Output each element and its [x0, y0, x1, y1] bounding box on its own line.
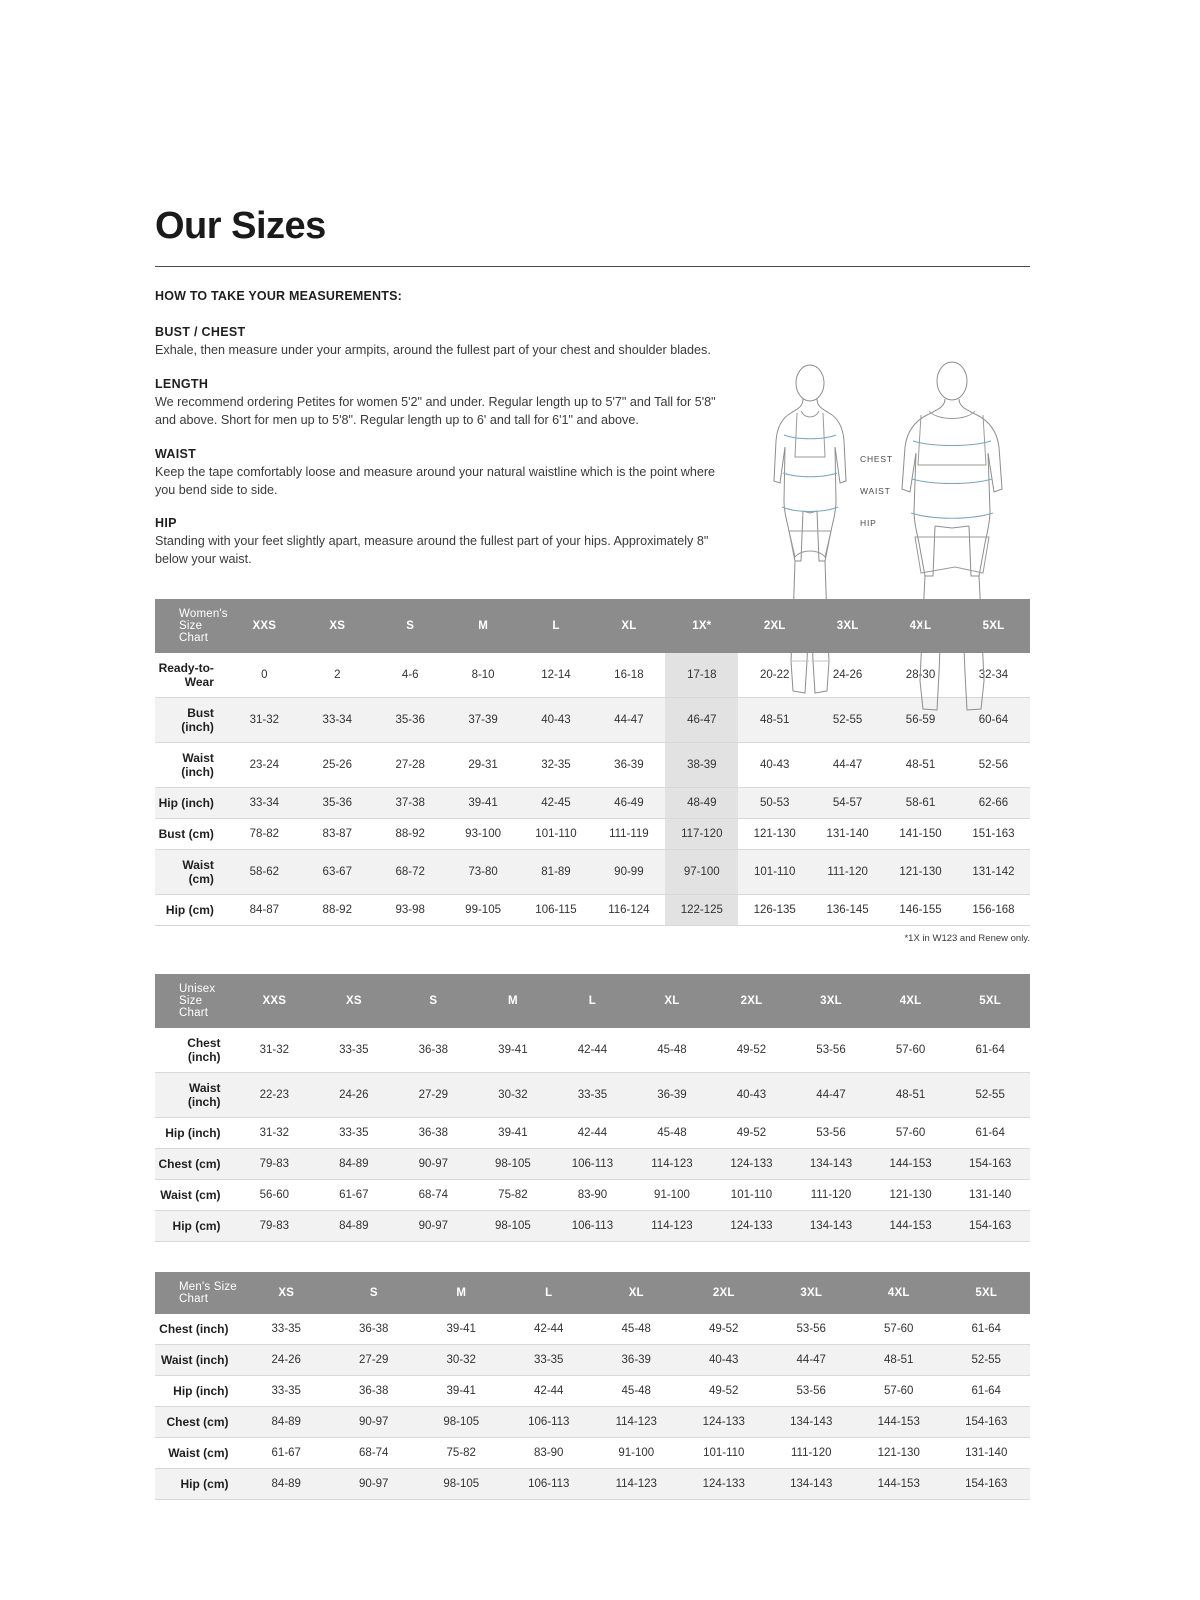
column-header: XS: [243, 1272, 331, 1314]
cell: 52-55: [943, 1345, 1031, 1376]
column-header: 2XL: [680, 1272, 768, 1314]
cell: 101-110: [712, 1180, 792, 1211]
table-title-cell: Women's Size Chart: [155, 599, 228, 653]
male-figure-illustration: [902, 362, 1002, 710]
column-header: S: [394, 974, 474, 1028]
cell: 83-87: [301, 819, 374, 850]
page-content: [155, 205, 1030, 1500]
row-label: Hip (cm): [155, 895, 228, 926]
cell: 90-97: [394, 1149, 474, 1180]
cell: 44-47: [592, 698, 665, 743]
cell: 91-100: [632, 1180, 712, 1211]
cell: 27-29: [330, 1345, 418, 1376]
page-title: Our Sizes: [155, 205, 326, 247]
cell: 42-44: [505, 1314, 593, 1345]
table-row: [155, 1438, 1030, 1469]
column-header: L: [520, 599, 593, 653]
section-body: We recommend ordering Petites for women 5'2" and under. Regular length up to 5'7" and Tall for 5'8" and above. Short for men up to 5'8". Regular length up to 6' and tall for 6'1" and above.: [155, 394, 716, 427]
cell: 42-44: [505, 1376, 593, 1407]
cell: 33-35: [314, 1118, 394, 1149]
table-row: [155, 1180, 1030, 1211]
cell: 131-140: [943, 1438, 1031, 1469]
cell: 79-83: [235, 1149, 315, 1180]
cell: 84-89: [314, 1211, 394, 1242]
title-divider: [155, 266, 1030, 267]
row-label: Waist (inch): [155, 743, 228, 788]
cell: 101-110: [520, 819, 593, 850]
cell: 61-64: [950, 1118, 1030, 1149]
cell: 58-62: [228, 850, 301, 895]
table-row: [155, 1149, 1030, 1180]
row-label: Hip (inch): [155, 1118, 235, 1149]
cell: 90-99: [592, 850, 665, 895]
cell: 8-10: [447, 653, 520, 698]
cell: 49-52: [712, 1118, 792, 1149]
cell: 50-53: [738, 788, 811, 819]
cell: 90-97: [394, 1211, 474, 1242]
cell: 141-150: [884, 819, 957, 850]
cell: 27-29: [394, 1073, 474, 1118]
table-row: [155, 743, 1030, 788]
cell: 42-44: [553, 1028, 633, 1073]
cell: 136-145: [811, 895, 884, 926]
row-label: Waist (inch): [155, 1073, 235, 1118]
cell: 40-43: [738, 743, 811, 788]
row-label: Chest (inch): [155, 1314, 243, 1345]
cell: 38-39: [665, 743, 738, 788]
cell: 84-89: [243, 1407, 331, 1438]
cell: 131-142: [957, 850, 1030, 895]
cell: 39-41: [473, 1028, 553, 1073]
cell: 106-113: [505, 1407, 593, 1438]
cell: 29-31: [447, 743, 520, 788]
section-body: Keep the tape comfortably loose and measure around your natural waistline which is the point where you bend side to side.: [155, 464, 716, 497]
cell: 20-22: [738, 653, 811, 698]
cell: 0: [228, 653, 301, 698]
table-row: [155, 850, 1030, 895]
column-header: XL: [593, 1272, 681, 1314]
cell: 98-105: [418, 1469, 506, 1500]
unisex-size-table: [155, 974, 1030, 1242]
row-label: Hip (cm): [155, 1469, 243, 1500]
cell: 61-67: [314, 1180, 394, 1211]
table-row: [155, 1469, 1030, 1500]
cell: 4-6: [374, 653, 447, 698]
table-title-cell: Men's Size Chart: [155, 1272, 243, 1314]
table-title-cell: Unisex Size Chart: [155, 974, 235, 1028]
cell: 111-120: [791, 1180, 871, 1211]
column-header: 3XL: [811, 599, 884, 653]
column-header: 5XL: [957, 599, 1030, 653]
column-header: 4XL: [855, 1272, 943, 1314]
cell: 53-56: [791, 1118, 871, 1149]
cell: 39-41: [447, 788, 520, 819]
cell: 144-153: [855, 1469, 943, 1500]
column-header: M: [447, 599, 520, 653]
cell: 24-26: [243, 1345, 331, 1376]
cell: 75-82: [473, 1180, 553, 1211]
cell: 44-47: [791, 1073, 871, 1118]
row-label: Chest (inch): [155, 1028, 235, 1073]
cell: 31-32: [235, 1028, 315, 1073]
cell: 126-135: [738, 895, 811, 926]
cell: 22-23: [235, 1073, 315, 1118]
cell: 84-89: [243, 1469, 331, 1500]
cell: 53-56: [768, 1314, 856, 1345]
column-header: 4XL: [884, 599, 957, 653]
cell: 28-30: [884, 653, 957, 698]
column-header: L: [553, 974, 633, 1028]
table-row: [155, 1376, 1030, 1407]
cell: 134-143: [768, 1407, 856, 1438]
figure-label-waist: WAIST: [860, 486, 891, 496]
figure-measurement-labels: [860, 454, 893, 550]
cell: 78-82: [228, 819, 301, 850]
column-header: 5XL: [943, 1272, 1031, 1314]
column-header: M: [473, 974, 553, 1028]
cell: 90-97: [330, 1469, 418, 1500]
cell: 52-56: [957, 743, 1030, 788]
cell: 124-133: [680, 1469, 768, 1500]
cell: 101-110: [680, 1438, 768, 1469]
cell: 39-41: [418, 1376, 506, 1407]
cell: 46-47: [665, 698, 738, 743]
measurement-instructions: [155, 289, 730, 569]
cell: 35-36: [374, 698, 447, 743]
figure-label-hip: HIP: [860, 518, 877, 528]
cell: 84-87: [228, 895, 301, 926]
cell: 40-43: [680, 1345, 768, 1376]
row-label: Waist (cm): [155, 1180, 235, 1211]
cell: 49-52: [680, 1376, 768, 1407]
cell: 52-55: [950, 1073, 1030, 1118]
column-header: 3XL: [791, 974, 871, 1028]
cell: 36-38: [394, 1028, 474, 1073]
table-row: [155, 1028, 1030, 1073]
cell: 101-110: [738, 850, 811, 895]
cell: 73-80: [447, 850, 520, 895]
cell: 57-60: [871, 1028, 951, 1073]
table-row: [155, 1407, 1030, 1438]
section-title: LENGTH: [155, 376, 209, 391]
cell: 57-60: [871, 1118, 951, 1149]
body-measurement-figures: [755, 361, 1045, 721]
cell: 154-163: [950, 1211, 1030, 1242]
cell: 90-97: [330, 1407, 418, 1438]
cell: 75-82: [418, 1438, 506, 1469]
table-row: [155, 788, 1030, 819]
cell: 121-130: [738, 819, 811, 850]
cell: 45-48: [593, 1376, 681, 1407]
column-header: L: [505, 1272, 593, 1314]
row-label: Bust (cm): [155, 819, 228, 850]
cell: 56-59: [884, 698, 957, 743]
cell: 54-57: [811, 788, 884, 819]
cell: 36-38: [394, 1118, 474, 1149]
cell: 111-120: [811, 850, 884, 895]
cell: 45-48: [632, 1118, 712, 1149]
cell: 154-163: [943, 1469, 1031, 1500]
cell: 31-32: [228, 698, 301, 743]
cell: 53-56: [791, 1028, 871, 1073]
column-header: 2XL: [712, 974, 792, 1028]
row-label: Ready-to-Wear: [155, 653, 228, 698]
section-title: WAIST: [155, 446, 197, 461]
cell: 16-18: [592, 653, 665, 698]
cell: 48-51: [738, 698, 811, 743]
cell: 36-38: [330, 1376, 418, 1407]
row-label: Waist (cm): [155, 850, 228, 895]
cell: 134-143: [791, 1211, 871, 1242]
cell: 61-64: [943, 1314, 1031, 1345]
cell: 42-45: [520, 788, 593, 819]
cell: 36-39: [632, 1073, 712, 1118]
table-row: [155, 1314, 1030, 1345]
cell: 144-153: [871, 1211, 951, 1242]
cell: 98-105: [418, 1407, 506, 1438]
row-label: Waist (cm): [155, 1438, 243, 1469]
cell: 33-35: [553, 1073, 633, 1118]
cell: 63-67: [301, 850, 374, 895]
cell: 106-113: [505, 1469, 593, 1500]
cell: 46-49: [592, 788, 665, 819]
cell: 106-113: [553, 1149, 633, 1180]
column-header: XXS: [228, 599, 301, 653]
cell: 44-47: [768, 1345, 856, 1376]
column-header: M: [418, 1272, 506, 1314]
section-title: BUST / CHEST: [155, 325, 246, 339]
cell: 111-120: [768, 1438, 856, 1469]
row-label: Hip (inch): [155, 788, 228, 819]
cell: 25-26: [301, 743, 374, 788]
cell: 57-60: [855, 1376, 943, 1407]
cell: 88-92: [374, 819, 447, 850]
column-header: S: [374, 599, 447, 653]
table-row: [155, 819, 1030, 850]
cell: 93-98: [374, 895, 447, 926]
row-label: Hip (inch): [155, 1376, 243, 1407]
cell: 98-105: [473, 1149, 553, 1180]
cell: 33-34: [301, 698, 374, 743]
cell: 121-130: [855, 1438, 943, 1469]
cell: 56-60: [235, 1180, 315, 1211]
cell: 117-120: [665, 819, 738, 850]
measurement-section-waist: [155, 447, 730, 500]
cell: 146-155: [884, 895, 957, 926]
cell: 32-34: [957, 653, 1030, 698]
cell: 154-163: [950, 1149, 1030, 1180]
cell: 40-43: [712, 1073, 792, 1118]
cell: 131-140: [950, 1180, 1030, 1211]
cell: 24-26: [811, 653, 884, 698]
cell: 52-55: [811, 698, 884, 743]
cell: 40-43: [520, 698, 593, 743]
row-label: Chest (cm): [155, 1407, 243, 1438]
section-body: Exhale, then measure under your armpits, around the fullest part of your chest and shoulder blades.: [155, 343, 711, 357]
cell: 44-47: [811, 743, 884, 788]
cell: 48-49: [665, 788, 738, 819]
cell: 36-39: [592, 743, 665, 788]
cell: 60-64: [957, 698, 1030, 743]
table-body: [155, 1314, 1030, 1500]
cell: 68-74: [394, 1180, 474, 1211]
cell: 154-163: [943, 1407, 1031, 1438]
cell: 30-32: [473, 1073, 553, 1118]
column-header: 2XL: [738, 599, 811, 653]
column-header: XXS: [235, 974, 315, 1028]
cell: 81-89: [520, 850, 593, 895]
cell: 83-90: [553, 1180, 633, 1211]
cell: 62-66: [957, 788, 1030, 819]
cell: 114-123: [593, 1407, 681, 1438]
cell: 114-123: [593, 1469, 681, 1500]
cell: 57-60: [855, 1314, 943, 1345]
cell: 23-24: [228, 743, 301, 788]
cell: 32-35: [520, 743, 593, 788]
cell: 39-41: [418, 1314, 506, 1345]
row-label: Waist (inch): [155, 1345, 243, 1376]
cell: 91-100: [593, 1438, 681, 1469]
cell: 61-67: [243, 1438, 331, 1469]
cell: 116-124: [592, 895, 665, 926]
cell: 37-39: [447, 698, 520, 743]
cell: 83-90: [505, 1438, 593, 1469]
cell: 45-48: [593, 1314, 681, 1345]
column-header: 5XL: [950, 974, 1030, 1028]
cell: 36-39: [593, 1345, 681, 1376]
column-header: 1X*: [665, 599, 738, 653]
cell: 37-38: [374, 788, 447, 819]
cell: 30-32: [418, 1345, 506, 1376]
cell: 61-64: [943, 1376, 1031, 1407]
how-to-heading: HOW TO TAKE YOUR MEASUREMENTS:: [155, 289, 402, 303]
cell: 114-123: [632, 1211, 712, 1242]
table-header-row: [155, 1272, 1030, 1314]
womens-table-footnote: *1X in W123 and Renew only.: [904, 933, 1030, 945]
table-row: [155, 1118, 1030, 1149]
female-figure-illustration: [774, 365, 846, 693]
cell: 42-44: [553, 1118, 633, 1149]
cell: 68-74: [330, 1438, 418, 1469]
cell: 111-119: [592, 819, 665, 850]
cell: 61-64: [950, 1028, 1030, 1073]
cell: 106-113: [553, 1211, 633, 1242]
table-row: [155, 1211, 1030, 1242]
row-label: Chest (cm): [155, 1149, 235, 1180]
column-header: XL: [632, 974, 712, 1028]
cell: 53-56: [768, 1376, 856, 1407]
measurement-section-hip: [155, 516, 730, 569]
cell: 144-153: [855, 1407, 943, 1438]
cell: 2: [301, 653, 374, 698]
cell: 114-123: [632, 1149, 712, 1180]
figure-label-chest: CHEST: [860, 454, 893, 464]
cell: 35-36: [301, 788, 374, 819]
measurement-section-length: [155, 377, 730, 430]
cell: 36-38: [330, 1314, 418, 1345]
cell: 121-130: [884, 850, 957, 895]
section-body: Standing with your feet slightly apart, measure around the fullest part of your hips. Approximately 8" below your waist.: [155, 534, 709, 567]
cell: 68-72: [374, 850, 447, 895]
column-header: XS: [301, 599, 374, 653]
cell: 27-28: [374, 743, 447, 788]
cell: 134-143: [768, 1469, 856, 1500]
cell: 33-35: [243, 1314, 331, 1345]
cell: 131-140: [811, 819, 884, 850]
table-header-row: [155, 974, 1030, 1028]
cell: 39-41: [473, 1118, 553, 1149]
measurement-section-bust: [155, 325, 730, 360]
column-header: XL: [592, 599, 665, 653]
cell: 24-26: [314, 1073, 394, 1118]
cell: 122-125: [665, 895, 738, 926]
cell: 134-143: [791, 1149, 871, 1180]
cell: 17-18: [665, 653, 738, 698]
cell: 45-48: [632, 1028, 712, 1073]
cell: 31-32: [235, 1118, 315, 1149]
cell: 121-130: [871, 1180, 951, 1211]
cell: 93-100: [447, 819, 520, 850]
column-header: XS: [314, 974, 394, 1028]
cell: 84-89: [314, 1149, 394, 1180]
cell: 12-14: [520, 653, 593, 698]
table-body: [155, 1028, 1030, 1242]
cell: 49-52: [680, 1314, 768, 1345]
table-row: [155, 1073, 1030, 1118]
row-label: Hip (cm): [155, 1211, 235, 1242]
table-header: [155, 974, 1030, 1028]
cell: 33-34: [228, 788, 301, 819]
table-row: [155, 895, 1030, 926]
cell: 79-83: [235, 1211, 315, 1242]
cell: 106-115: [520, 895, 593, 926]
cell: 49-52: [712, 1028, 792, 1073]
cell: 48-51: [871, 1073, 951, 1118]
row-label: Bust (inch): [155, 698, 228, 743]
cell: 48-51: [855, 1345, 943, 1376]
cell: 33-35: [243, 1376, 331, 1407]
cell: 98-105: [473, 1211, 553, 1242]
cell: 48-51: [884, 743, 957, 788]
column-header: S: [330, 1272, 418, 1314]
cell: 124-133: [712, 1149, 792, 1180]
table-row: [155, 1345, 1030, 1376]
column-header: 3XL: [768, 1272, 856, 1314]
cell: 124-133: [712, 1211, 792, 1242]
cell: 144-153: [871, 1149, 951, 1180]
cell: 151-163: [957, 819, 1030, 850]
cell: 33-35: [505, 1345, 593, 1376]
cell: 156-168: [957, 895, 1030, 926]
section-title: HIP: [155, 516, 177, 531]
cell: 33-35: [314, 1028, 394, 1073]
cell: 124-133: [680, 1407, 768, 1438]
cell: 97-100: [665, 850, 738, 895]
cell: 88-92: [301, 895, 374, 926]
cell: 99-105: [447, 895, 520, 926]
column-header: 4XL: [871, 974, 951, 1028]
cell: 58-61: [884, 788, 957, 819]
mens-size-table: [155, 1272, 1030, 1500]
table-header: [155, 1272, 1030, 1314]
